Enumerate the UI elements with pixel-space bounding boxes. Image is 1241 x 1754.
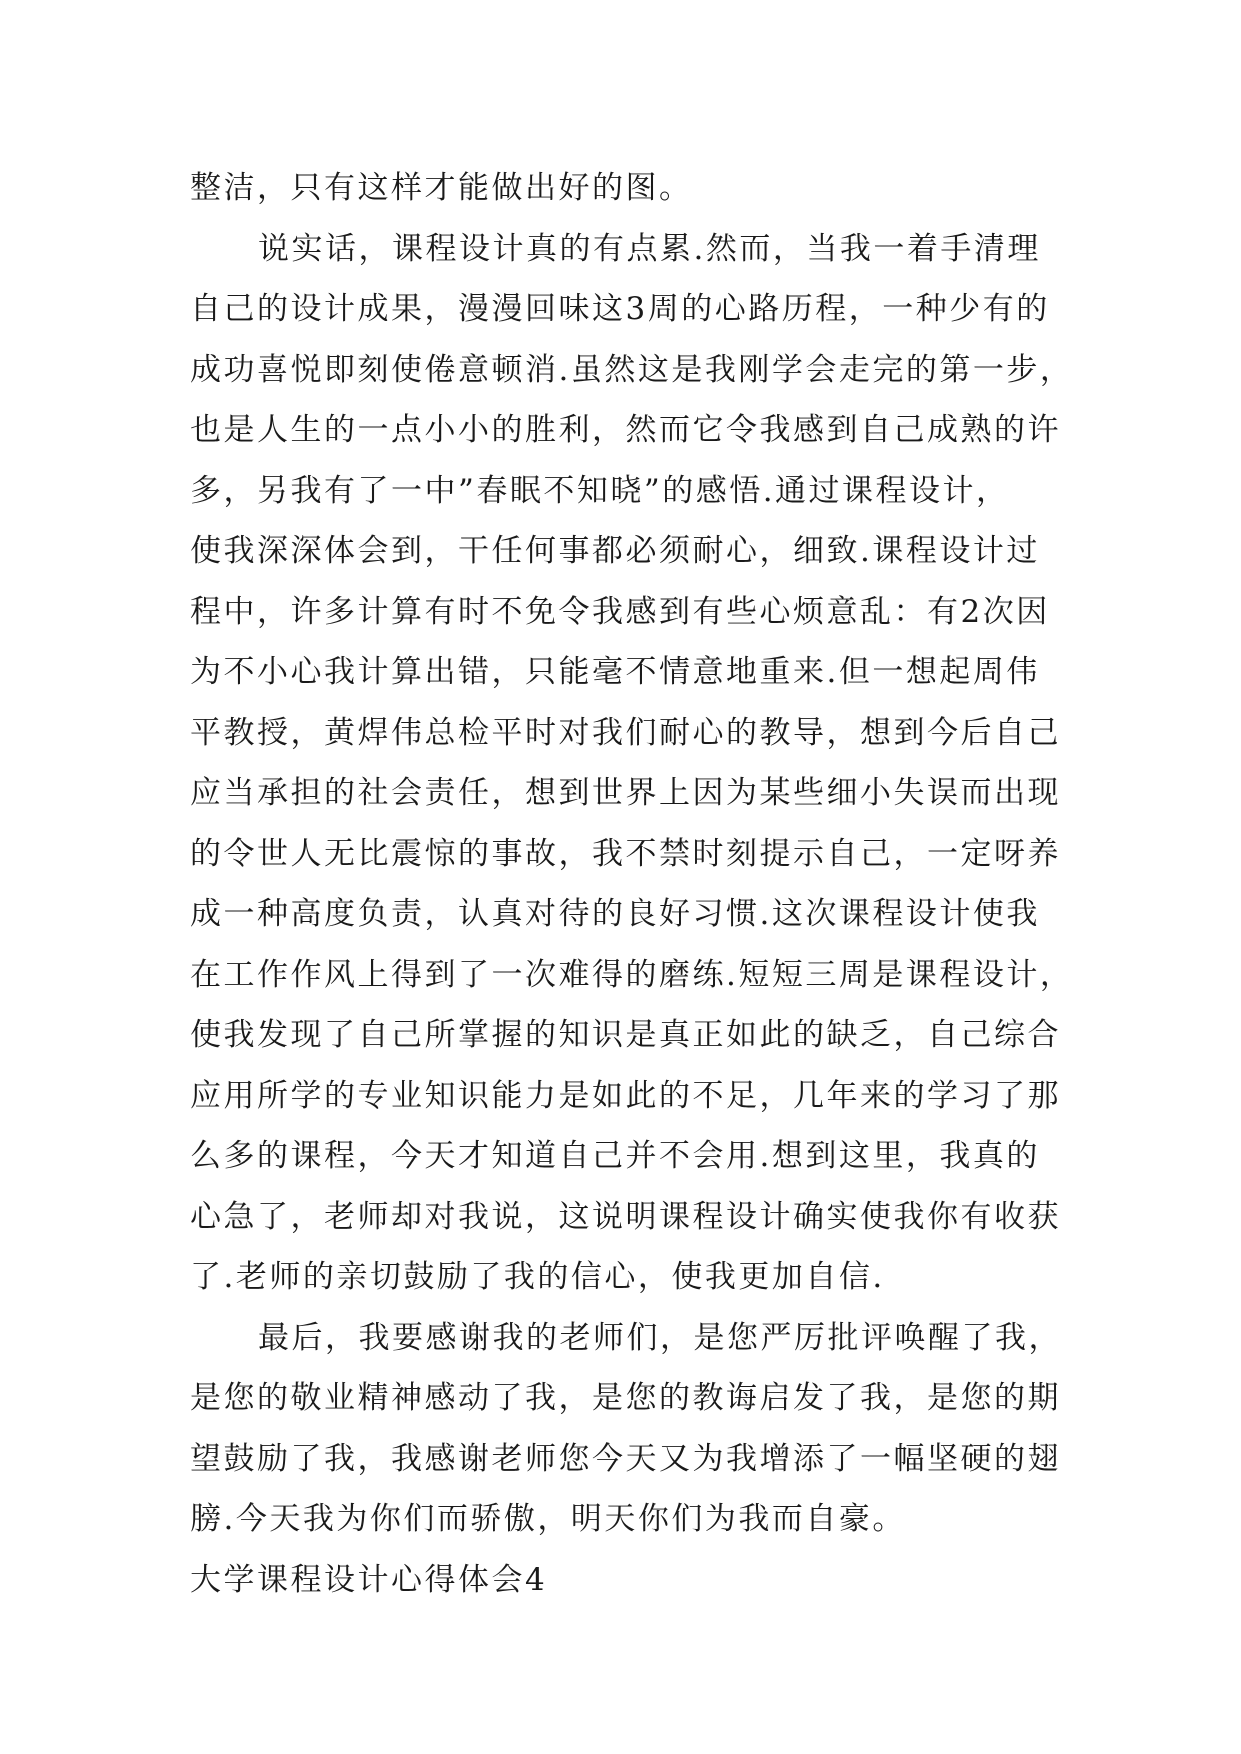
document-body bbox=[190, 158, 1074, 1610]
text-line: 程中，许多计算有时不免令我感到有些心烦意乱：有2次因 bbox=[190, 593, 1050, 630]
text-line: 自己的设计成果，漫漫回味这3周的心路历程，一种少有的 bbox=[190, 291, 1050, 327]
text-line: 的令世人无比震惊的事故，我不禁时刻提示自己，一定呀养 bbox=[190, 835, 1061, 872]
text-line: 多，另我有了一中”春眠不知晓”的感悟.通过课程设计， bbox=[190, 472, 1010, 509]
text-line: 膀.今天我为你们而骄傲，明天你们为我而自豪。 bbox=[190, 1501, 906, 1537]
text-line: 说实话，课程设计真的有点累.然而，当我一着手清理 bbox=[258, 230, 1041, 267]
section-heading: 大学课程设计心得体会4 bbox=[190, 1561, 548, 1598]
text-line: 心急了，老师却对我说，这说明课程设计确实使我你有收获 bbox=[190, 1198, 1061, 1235]
text-line: 整洁，只有这样才能做出好的图。 bbox=[190, 170, 693, 206]
text-line: 成一种高度负责，认真对待的良好习惯.这次课程设计使我 bbox=[190, 896, 1040, 932]
text-line: 了.老师的亲切鼓励了我的信心，使我更加自信. bbox=[190, 1259, 885, 1295]
text-line: 为不小心我计算出错，只能毫不情意地重来.但一想起周伟 bbox=[190, 654, 1040, 690]
text-line: 应当承担的社会责任，想到世界上因为某些细小失误而出现 bbox=[190, 775, 1061, 811]
text-line: 应用所学的专业知识能力是如此的不足，几年来的学习了那 bbox=[190, 1077, 1061, 1114]
text-line: 么多的课程，今天才知道自己并不会用.想到这里，我真的 bbox=[190, 1138, 1040, 1174]
text-line: 平教授，黄焊伟总检平时对我们耐心的教导，想到今后自己 bbox=[190, 714, 1061, 751]
text-line: 在工作作风上得到了一次难得的磨练.短短三周是课程设计， bbox=[190, 956, 1074, 993]
text-line: 成功喜悦即刻使倦意顿消.虽然这是我刚学会走完的第一步， bbox=[190, 351, 1074, 388]
text-line: 使我深深体会到，干任何事都必须耐心，细致.课程设计过 bbox=[190, 533, 1040, 569]
text-line: 是您的敬业精神感动了我，是您的教诲启发了我，是您的期 bbox=[190, 1380, 1061, 1416]
text-line: 使我发现了自己所掌握的知识是真正如此的缺乏，自己综合 bbox=[190, 1017, 1061, 1053]
text-line: 最后，我要感谢我的老师们，是您严厉批评唤醒了我， bbox=[258, 1319, 1062, 1356]
text-line: 望鼓励了我，我感谢老师您今天又为我增添了一幅坚硬的翅 bbox=[190, 1440, 1061, 1477]
text-line: 也是人生的一点小小的胜利，然而它令我感到自己成熟的许 bbox=[190, 412, 1061, 448]
